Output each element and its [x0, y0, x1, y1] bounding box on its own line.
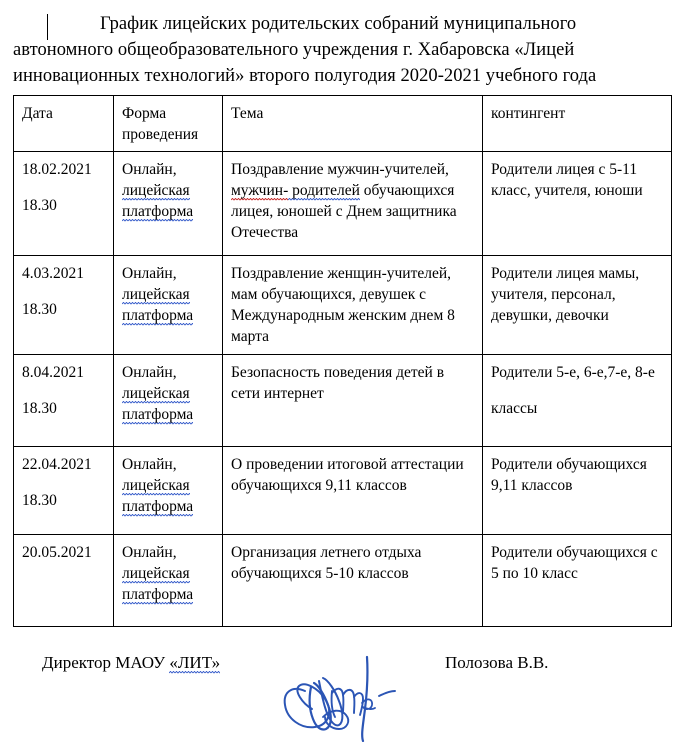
signer-name: Полозова В.В.: [445, 653, 549, 672]
schedule-table: [13, 95, 672, 627]
table-row: [14, 535, 672, 627]
title-line-1: График лицейских родительских собраний муниципального: [100, 14, 577, 34]
text-caret: [47, 14, 48, 40]
spellcheck-underline-blue: лицейская: [122, 477, 190, 494]
cell-topic: Организация летнего отдыха обучающихся 5-10 классов: [223, 535, 483, 627]
signature-image: [275, 647, 403, 742]
document-title: [13, 11, 671, 89]
cell-topic: Поздравление женщин-учителей, мам обучающихся, девушек с Международным женским днем 8 марта: [223, 256, 483, 355]
table-row: [14, 152, 672, 256]
spellcheck-underline-blue: платформа: [122, 586, 194, 603]
table-header-row: [14, 96, 672, 152]
cell-form: Онлайн, лицейская платформа: [114, 535, 223, 627]
cell-form: Онлайн, лицейская платформа: [114, 355, 223, 447]
cell-date: 8.04.2021 18.30: [14, 355, 114, 447]
cell-date: 18.02.2021 18.30: [14, 152, 114, 256]
spellcheck-underline-blue: лицейская: [122, 385, 190, 402]
spellcheck-underline-blue: лицейская: [122, 182, 190, 199]
cell-date: 22.04.2021 18.30: [14, 447, 114, 535]
cell-contingent: Родители обучающихся с 5 по 10 класс: [483, 535, 672, 627]
cell-date: 20.05.2021: [14, 535, 114, 627]
column-header-contingent: контингент: [483, 96, 672, 152]
director-title: Директор МАОУ «ЛИТ»: [42, 653, 221, 672]
spellcheck-underline-blue: платформа: [122, 498, 194, 515]
spellcheck-underline-blue: платформа: [122, 406, 194, 423]
spellcheck-underline-blue: платформа: [122, 203, 194, 220]
cell-contingent: Родители лицея с 5-11 класс, учителя, юноши: [483, 152, 672, 256]
cell-form: Онлайн, лицейская платформа: [114, 447, 223, 535]
column-header-form: Форма проведения: [114, 96, 223, 152]
spellcheck-underline-blue: лицейская: [122, 565, 190, 582]
document-footer: [0, 645, 684, 742]
spellcheck-underline-red: мужчин-: [231, 182, 289, 199]
cell-form: Онлайн, лицейская платформа: [114, 152, 223, 256]
spellcheck-underline-blue: «ЛИТ»: [169, 653, 221, 672]
table-row: [14, 355, 672, 447]
spellcheck-underline-blue: лицейская: [122, 286, 190, 303]
column-header-topic: Тема: [223, 96, 483, 152]
cell-contingent: Родители лицея мамы, учителя, персонал, девушки, девочки: [483, 256, 672, 355]
spellcheck-underline-blue: родителей: [288, 182, 360, 199]
title-line-3: инновационных технологий» второго полугодия 2020-2021 учебного года: [13, 66, 597, 86]
cell-topic: Поздравление мужчин-учителей, мужчин- родителей обучающихся лицея, юношей с Днем защитника Отечества: [223, 152, 483, 256]
table-row: [14, 256, 672, 355]
spellcheck-underline-blue: платформа: [122, 307, 194, 324]
cell-date: 4.03.2021 18.30: [14, 256, 114, 355]
cell-topic: Безопасность поведения детей в сети интернет: [223, 355, 483, 447]
cell-form: Онлайн, лицейская платформа: [114, 256, 223, 355]
cell-topic: О проведении итоговой аттестации обучающихся 9,11 классов: [223, 447, 483, 535]
table-row: [14, 447, 672, 535]
title-line-2: автономного общеобразовательного учреждения г. Хабаровска «Лицей: [13, 40, 575, 60]
cell-contingent: Родители 5-е, 6-е,7-е, 8-е классы: [483, 355, 672, 447]
column-header-date: Дата: [14, 96, 114, 152]
cell-contingent: Родители обучающихся 9,11 классов: [483, 447, 672, 535]
